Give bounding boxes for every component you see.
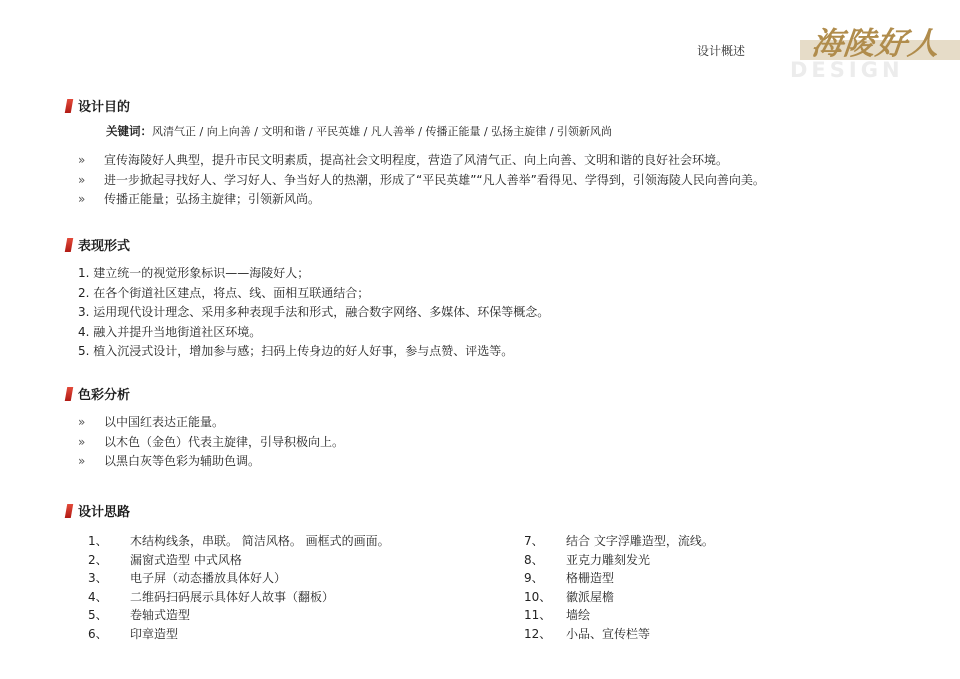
list-item: 4. 融入并提升当地街道社区环境。 bbox=[78, 324, 262, 339]
list-item-text: 传播正能量；弘扬主旋律；引领新风尚。 bbox=[104, 192, 321, 206]
list-item: 2. 在各个街道社区建点，将点、线、面相互联通结合； bbox=[78, 285, 370, 300]
list-item: 1. 建立统一的视觉形象标识——海陵好人； bbox=[78, 266, 310, 280]
item-text: 印章造型 bbox=[130, 626, 179, 641]
section-purpose bbox=[66, 96, 765, 210]
list-item bbox=[66, 551, 502, 570]
section-marker-icon bbox=[65, 387, 73, 401]
header-logo: 海陵好人 bbox=[809, 26, 942, 62]
page-header bbox=[0, 0, 960, 90]
bullet-icon: » bbox=[78, 192, 86, 206]
list-item bbox=[502, 532, 938, 551]
header-subtitle: 设计概述 bbox=[696, 44, 745, 58]
section-marker-icon bbox=[65, 99, 73, 113]
list-item-text: 宣传海陵好人典型，提升市民文明素质，提高社会文明程度，营造了风清气正、向上向善、文明和谐的良好社会环境。 bbox=[104, 153, 729, 167]
keywords-values: 风清气正 / 向上向善 / 文明和谐 / 平民英雄 / 凡人善举 / 传播正能量 / 弘扬主旋律 / 引领新风尚 bbox=[152, 125, 612, 138]
list-item bbox=[66, 190, 765, 210]
section-marker-icon bbox=[65, 238, 73, 252]
form-list bbox=[66, 264, 549, 362]
ideas-column-right bbox=[502, 532, 938, 643]
item-text: 结合 文字浮雕造型，流线。 bbox=[566, 534, 714, 548]
list-item bbox=[502, 569, 938, 588]
item-text: 小品、宣传栏等 bbox=[566, 626, 651, 641]
list-item bbox=[502, 625, 938, 644]
list-item bbox=[502, 551, 938, 570]
item-number: 3、 bbox=[88, 571, 108, 585]
bullet-icon: » bbox=[78, 172, 86, 187]
list-item bbox=[66, 452, 344, 472]
list-item bbox=[66, 433, 344, 453]
list-item bbox=[502, 588, 938, 607]
item-text: 格栅造型 bbox=[566, 571, 615, 585]
list-item bbox=[66, 588, 502, 607]
section-title bbox=[66, 235, 549, 254]
bullet-icon: » bbox=[78, 153, 86, 167]
section-color bbox=[66, 384, 344, 472]
ideas-grid bbox=[66, 532, 938, 643]
item-text: 墙绘 bbox=[566, 608, 591, 622]
list-item-text: 以木色（金色）代表主旋律，引导积极向上。 bbox=[104, 434, 345, 449]
list-item-text: 以黑白灰等色彩为辅助色调。 bbox=[104, 454, 261, 468]
list-item bbox=[66, 171, 765, 191]
item-number: 11、 bbox=[524, 608, 552, 622]
section-title-text: 设计思路 bbox=[78, 505, 131, 520]
section-marker-icon bbox=[65, 504, 73, 518]
section-ideas bbox=[66, 501, 938, 643]
ideas-column-left bbox=[66, 532, 502, 643]
keywords-line bbox=[106, 123, 765, 139]
item-number: 5、 bbox=[88, 608, 108, 622]
item-number: 8、 bbox=[524, 552, 544, 567]
color-list bbox=[66, 413, 344, 472]
item-text: 电子屏（动态播放具体好人） bbox=[130, 571, 287, 585]
list-item bbox=[66, 569, 502, 588]
section-title bbox=[66, 96, 765, 115]
section-title-text: 设计目的 bbox=[78, 100, 131, 115]
bullet-icon: » bbox=[78, 434, 86, 449]
item-text: 亚克力雕刻发光 bbox=[566, 552, 651, 567]
section-title bbox=[66, 501, 938, 520]
list-item bbox=[66, 151, 765, 171]
header-design-word: DESIGN bbox=[790, 58, 904, 82]
list-item-text: 进一步掀起寻找好人、学习好人、争当好人的热潮，形成了“平民英雄”“凡人善举”看得见、学得到，引领海陵人民向善向美。 bbox=[104, 172, 765, 187]
item-number: 7、 bbox=[524, 534, 544, 548]
section-form bbox=[66, 235, 549, 362]
item-text: 二维码扫码展示具体好人故事（翻板） bbox=[130, 589, 335, 604]
item-number: 6、 bbox=[88, 626, 108, 641]
item-text: 漏窗式造型 中式风格 bbox=[130, 552, 242, 567]
list-item bbox=[66, 413, 344, 433]
list-item bbox=[66, 625, 502, 644]
list-item bbox=[66, 532, 502, 551]
purpose-list bbox=[66, 151, 765, 210]
list-item: 3. 运用现代设计理念、采用多种表现手法和形式，融合数字网络、多媒体、环保等概念。 bbox=[78, 305, 550, 319]
bullet-icon: » bbox=[78, 454, 86, 468]
list-item bbox=[502, 606, 938, 625]
item-number: 1、 bbox=[88, 534, 108, 548]
item-number: 2、 bbox=[88, 552, 108, 567]
item-text: 木结构线条，串联。 简洁风格。 画框式的画面。 bbox=[130, 534, 390, 548]
item-text: 卷轴式造型 bbox=[130, 608, 191, 622]
section-title-text: 表现形式 bbox=[78, 239, 131, 254]
bullet-icon: » bbox=[78, 415, 86, 429]
item-number: 12、 bbox=[524, 626, 552, 641]
list-item-text: 以中国红表达正能量。 bbox=[104, 415, 225, 429]
section-title-text: 色彩分析 bbox=[78, 388, 131, 403]
item-number: 4、 bbox=[88, 589, 108, 604]
item-text: 徽派屋檐 bbox=[566, 589, 615, 604]
section-title bbox=[66, 384, 344, 403]
item-number: 10、 bbox=[524, 589, 552, 604]
keywords-label: 关键词： bbox=[106, 124, 152, 138]
item-number: 9、 bbox=[524, 571, 544, 585]
list-item: 5. 植入沉浸式设计，增加参与感；扫码上传身边的好人好事，参与点赞、评选等。 bbox=[78, 344, 514, 358]
list-item bbox=[66, 606, 502, 625]
